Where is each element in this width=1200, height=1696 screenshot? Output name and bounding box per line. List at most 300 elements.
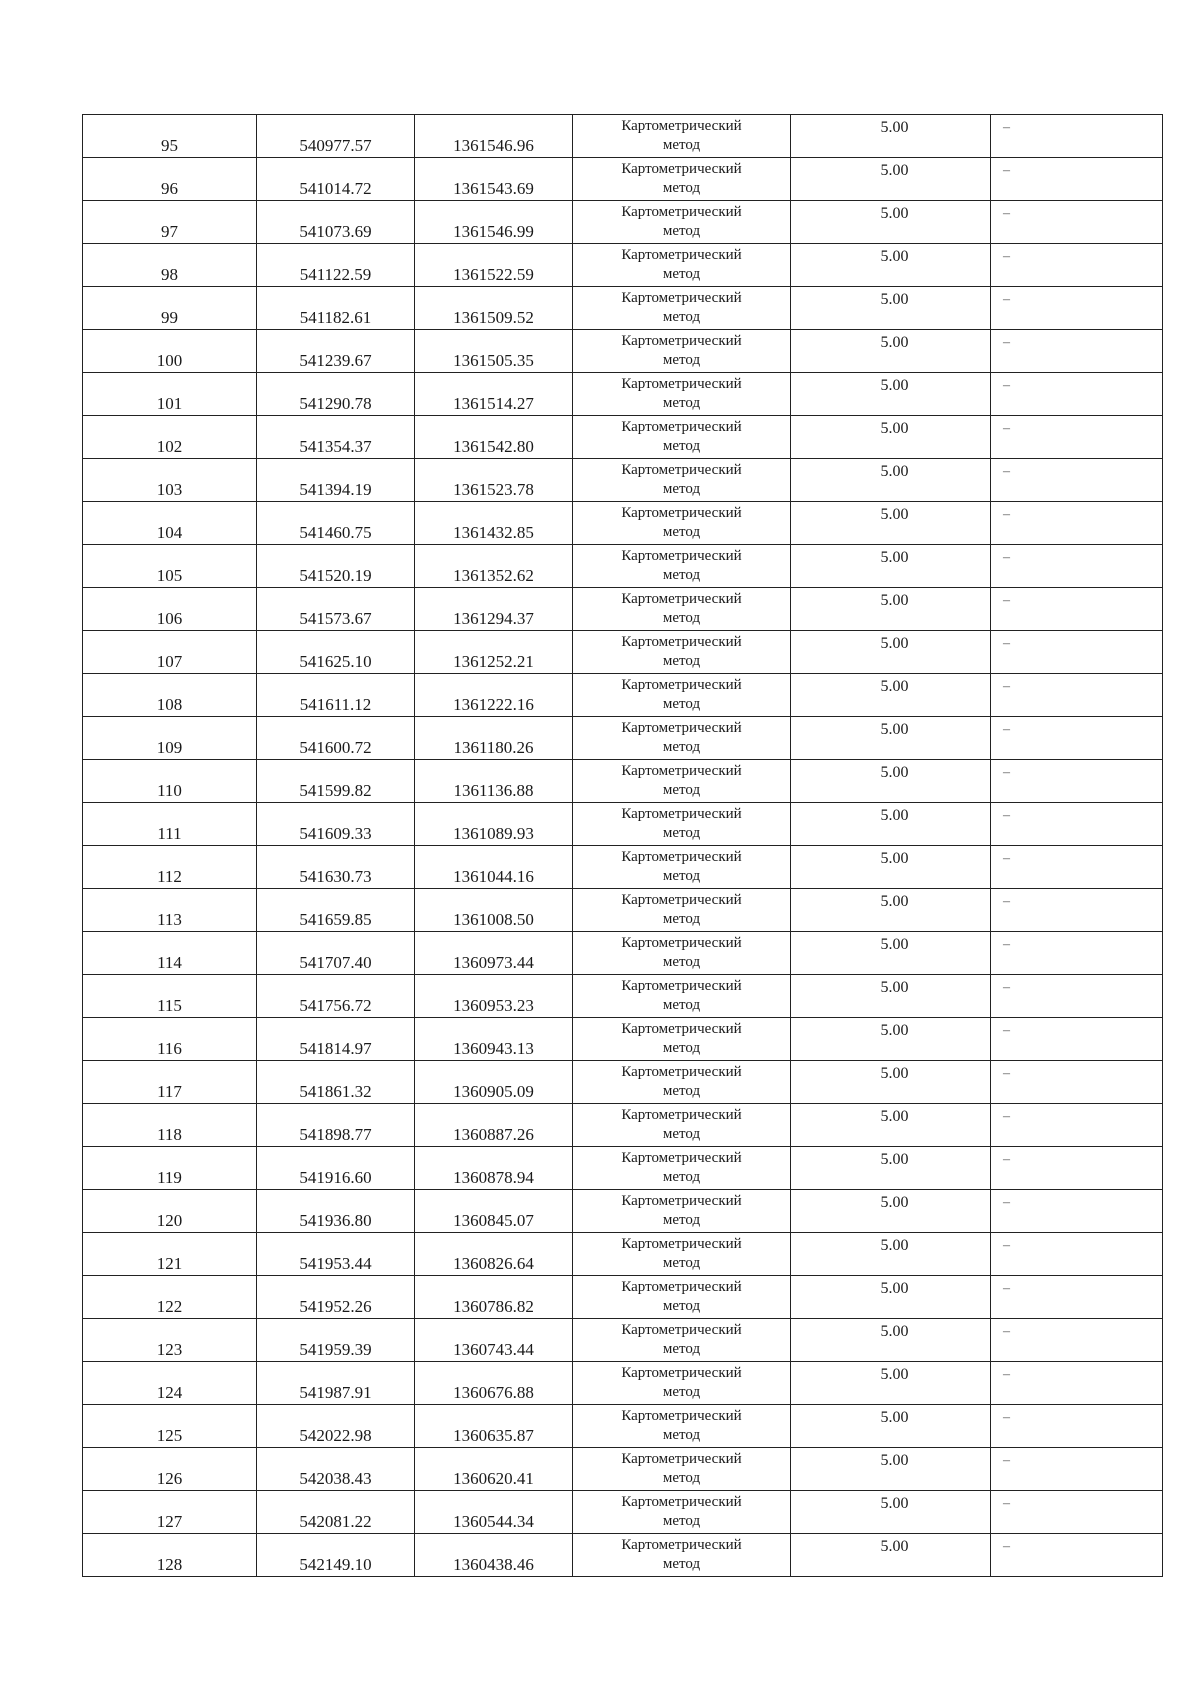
method-label-line2: метод bbox=[662, 309, 701, 325]
y-coordinate-cell bbox=[415, 760, 573, 803]
x-coordinate-cell bbox=[257, 244, 415, 287]
x-coordinate-cell bbox=[257, 416, 415, 459]
method-label-line1: Картометрический bbox=[621, 634, 742, 650]
y-coordinate-cell bbox=[415, 1104, 573, 1147]
method-label-line2: метод bbox=[662, 266, 701, 282]
method-label-line1: Картометрический bbox=[621, 1107, 742, 1123]
y-coordinate-cell bbox=[415, 1061, 573, 1104]
method-cell bbox=[573, 717, 791, 760]
accuracy-value: 5.00 bbox=[880, 1366, 909, 1383]
method-label-line1: Картометрический bbox=[621, 376, 742, 392]
note-cell bbox=[991, 1405, 1163, 1448]
point-number: 106 bbox=[156, 609, 183, 628]
accuracy-cell bbox=[791, 631, 991, 674]
accuracy-cell bbox=[791, 1448, 991, 1491]
table-row bbox=[83, 1190, 1163, 1233]
x-coordinate-cell bbox=[257, 158, 415, 201]
accuracy-cell bbox=[791, 1018, 991, 1061]
note-cell bbox=[991, 1448, 1163, 1491]
method-label-line1: Картометрический bbox=[621, 1322, 742, 1338]
point-number: 107 bbox=[156, 652, 183, 671]
x-coordinate-cell bbox=[257, 889, 415, 932]
y-coordinate: 1361509.52 bbox=[453, 308, 534, 327]
point-number: 121 bbox=[156, 1254, 183, 1273]
method-cell bbox=[573, 1104, 791, 1147]
y-coordinate-cell bbox=[415, 1534, 573, 1577]
accuracy-value: 5.00 bbox=[880, 1108, 909, 1125]
note-cell bbox=[991, 287, 1163, 330]
method-cell bbox=[573, 373, 791, 416]
accuracy-cell bbox=[791, 373, 991, 416]
x-coordinate: 541916.60 bbox=[299, 1168, 372, 1187]
table-row bbox=[83, 1061, 1163, 1104]
note-cell bbox=[991, 846, 1163, 889]
accuracy-value: 5.00 bbox=[880, 764, 909, 781]
point-number-cell bbox=[83, 1018, 257, 1061]
x-coordinate: 540977.57 bbox=[299, 136, 372, 155]
point-number: 115 bbox=[157, 996, 182, 1015]
method-label-line2: метод bbox=[662, 1556, 701, 1572]
y-coordinate-cell bbox=[415, 1448, 573, 1491]
method-label-line2: метод bbox=[662, 567, 701, 583]
method-cell bbox=[573, 975, 791, 1018]
accuracy-cell bbox=[791, 244, 991, 287]
accuracy-value: 5.00 bbox=[880, 1280, 909, 1297]
method-label-line2: метод bbox=[662, 1384, 701, 1400]
x-coordinate: 541952.26 bbox=[299, 1297, 372, 1316]
x-coordinate: 541520.19 bbox=[299, 566, 372, 585]
note-cell bbox=[991, 158, 1163, 201]
table-row bbox=[83, 330, 1163, 373]
accuracy-value: 5.00 bbox=[880, 678, 909, 695]
point-number-cell bbox=[83, 1448, 257, 1491]
accuracy-cell bbox=[791, 1147, 991, 1190]
note-value: – bbox=[1003, 1539, 1010, 1554]
note-value: – bbox=[1003, 507, 1010, 522]
y-coordinate: 1360743.44 bbox=[453, 1340, 534, 1359]
method-cell bbox=[573, 1319, 791, 1362]
note-cell bbox=[991, 674, 1163, 717]
table-row bbox=[83, 115, 1163, 158]
y-coordinate: 1360878.94 bbox=[453, 1168, 534, 1187]
point-number: 126 bbox=[156, 1469, 183, 1488]
point-number: 105 bbox=[156, 566, 183, 585]
y-coordinate: 1360905.09 bbox=[453, 1082, 534, 1101]
accuracy-cell bbox=[791, 760, 991, 803]
note-value: – bbox=[1003, 636, 1010, 651]
y-coordinate: 1360953.23 bbox=[453, 996, 534, 1015]
point-number-cell bbox=[83, 1319, 257, 1362]
method-cell bbox=[573, 244, 791, 287]
method-label-line2: метод bbox=[662, 610, 701, 626]
method-label-line1: Картометрический bbox=[621, 462, 742, 478]
method-cell bbox=[573, 588, 791, 631]
accuracy-value: 5.00 bbox=[880, 721, 909, 738]
method-label-line2: метод bbox=[662, 1255, 701, 1271]
y-coordinate: 1361136.88 bbox=[453, 781, 534, 800]
y-coordinate-cell bbox=[415, 975, 573, 1018]
point-number-cell bbox=[83, 1362, 257, 1405]
y-coordinate: 1361180.26 bbox=[453, 738, 534, 757]
x-coordinate: 541600.72 bbox=[299, 738, 372, 757]
x-coordinate-cell bbox=[257, 717, 415, 760]
y-coordinate-cell bbox=[415, 1362, 573, 1405]
accuracy-cell bbox=[791, 1534, 991, 1577]
accuracy-cell bbox=[791, 416, 991, 459]
point-number-cell bbox=[83, 502, 257, 545]
table-row bbox=[83, 287, 1163, 330]
method-label-line2: метод bbox=[662, 954, 701, 970]
method-label-line2: метод bbox=[662, 782, 701, 798]
table-row bbox=[83, 459, 1163, 502]
point-number-cell bbox=[83, 158, 257, 201]
y-coordinate: 1360438.46 bbox=[453, 1555, 534, 1574]
x-coordinate: 542038.43 bbox=[299, 1469, 372, 1488]
y-coordinate-cell bbox=[415, 588, 573, 631]
point-number-cell bbox=[83, 1276, 257, 1319]
accuracy-cell bbox=[791, 1061, 991, 1104]
accuracy-value: 5.00 bbox=[880, 1452, 909, 1469]
method-label-line1: Картометрический bbox=[621, 333, 742, 349]
method-cell bbox=[573, 631, 791, 674]
y-coordinate-cell bbox=[415, 1319, 573, 1362]
method-label-line2: метод bbox=[662, 481, 701, 497]
method-label-line1: Картометрический bbox=[621, 1193, 742, 1209]
accuracy-value: 5.00 bbox=[880, 1151, 909, 1168]
x-coordinate: 541861.32 bbox=[299, 1082, 372, 1101]
method-label-line1: Картометрический bbox=[621, 1365, 742, 1381]
method-cell bbox=[573, 416, 791, 459]
table-row bbox=[83, 502, 1163, 545]
y-coordinate: 1361044.16 bbox=[453, 867, 534, 886]
method-label-line2: метод bbox=[662, 1298, 701, 1314]
x-coordinate: 542081.22 bbox=[299, 1512, 372, 1531]
x-coordinate: 541814.97 bbox=[299, 1039, 372, 1058]
point-number-cell bbox=[83, 975, 257, 1018]
note-cell bbox=[991, 889, 1163, 932]
accuracy-cell bbox=[791, 846, 991, 889]
x-coordinate-cell bbox=[257, 803, 415, 846]
note-value: – bbox=[1003, 120, 1010, 135]
point-number: 103 bbox=[156, 480, 183, 499]
y-coordinate: 1361252.21 bbox=[453, 652, 534, 671]
point-number-cell bbox=[83, 588, 257, 631]
accuracy-value: 5.00 bbox=[880, 463, 909, 480]
accuracy-value: 5.00 bbox=[880, 1237, 909, 1254]
x-coordinate-cell bbox=[257, 932, 415, 975]
table-row bbox=[83, 588, 1163, 631]
method-label-line1: Картометрический bbox=[621, 204, 742, 220]
point-number: 117 bbox=[157, 1082, 182, 1101]
point-number-cell bbox=[83, 846, 257, 889]
x-coordinate: 541182.61 bbox=[299, 308, 372, 327]
point-number: 119 bbox=[157, 1168, 182, 1187]
note-value: – bbox=[1003, 1109, 1010, 1124]
accuracy-value: 5.00 bbox=[880, 334, 909, 351]
accuracy-value: 5.00 bbox=[880, 1538, 909, 1555]
y-coordinate: 1360943.13 bbox=[453, 1039, 534, 1058]
method-label-line1: Картометрический bbox=[621, 935, 742, 951]
y-coordinate-cell bbox=[415, 502, 573, 545]
point-number-cell bbox=[83, 1405, 257, 1448]
method-cell bbox=[573, 760, 791, 803]
table-row bbox=[83, 975, 1163, 1018]
method-label-line2: метод bbox=[662, 1427, 701, 1443]
method-cell bbox=[573, 1276, 791, 1319]
accuracy-value: 5.00 bbox=[880, 1495, 909, 1512]
note-cell bbox=[991, 1534, 1163, 1577]
method-label-line2: метод bbox=[662, 1513, 701, 1529]
x-coordinate: 542149.10 bbox=[299, 1555, 372, 1574]
table-row bbox=[83, 674, 1163, 717]
y-coordinate: 1361542.80 bbox=[453, 437, 534, 456]
y-coordinate: 1360973.44 bbox=[453, 953, 534, 972]
note-cell bbox=[991, 975, 1163, 1018]
method-cell bbox=[573, 1362, 791, 1405]
x-coordinate: 541573.67 bbox=[299, 609, 372, 628]
method-label-line1: Картометрический bbox=[621, 591, 742, 607]
point-number-cell bbox=[83, 115, 257, 158]
y-coordinate: 1361514.27 bbox=[453, 394, 534, 413]
y-coordinate: 1360786.82 bbox=[453, 1297, 534, 1316]
table-row bbox=[83, 1448, 1163, 1491]
method-label-line1: Картометрический bbox=[621, 806, 742, 822]
method-label-line2: метод bbox=[662, 1169, 701, 1185]
accuracy-cell bbox=[791, 1190, 991, 1233]
point-number-cell bbox=[83, 459, 257, 502]
method-cell bbox=[573, 115, 791, 158]
method-cell bbox=[573, 674, 791, 717]
point-number-cell bbox=[83, 1534, 257, 1577]
method-label-line1: Картометрический bbox=[621, 763, 742, 779]
y-coordinate: 1360620.41 bbox=[453, 1469, 534, 1488]
y-coordinate: 1361294.37 bbox=[453, 609, 534, 628]
method-cell bbox=[573, 1061, 791, 1104]
y-coordinate-cell bbox=[415, 717, 573, 760]
x-coordinate-cell bbox=[257, 287, 415, 330]
y-coordinate-cell bbox=[415, 803, 573, 846]
accuracy-value: 5.00 bbox=[880, 807, 909, 824]
table-row bbox=[83, 889, 1163, 932]
y-coordinate-cell bbox=[415, 330, 573, 373]
x-coordinate-cell bbox=[257, 1534, 415, 1577]
table-row bbox=[83, 1362, 1163, 1405]
point-number-cell bbox=[83, 330, 257, 373]
table-row bbox=[83, 760, 1163, 803]
y-coordinate-cell bbox=[415, 1276, 573, 1319]
y-coordinate-cell bbox=[415, 1018, 573, 1061]
y-coordinate-cell bbox=[415, 459, 573, 502]
note-cell bbox=[991, 803, 1163, 846]
note-cell bbox=[991, 244, 1163, 287]
accuracy-cell bbox=[791, 717, 991, 760]
note-value: – bbox=[1003, 1281, 1010, 1296]
method-label-line1: Картометрический bbox=[621, 1236, 742, 1252]
note-cell bbox=[991, 1276, 1163, 1319]
note-value: – bbox=[1003, 378, 1010, 393]
y-coordinate: 1361352.62 bbox=[453, 566, 534, 585]
method-label-line2: метод bbox=[662, 524, 701, 540]
y-coordinate-cell bbox=[415, 846, 573, 889]
x-coordinate: 541354.37 bbox=[299, 437, 372, 456]
method-label-line1: Картометрический bbox=[621, 161, 742, 177]
y-coordinate: 1360635.87 bbox=[453, 1426, 534, 1445]
method-cell bbox=[573, 287, 791, 330]
accuracy-value: 5.00 bbox=[880, 248, 909, 265]
y-coordinate: 1360887.26 bbox=[453, 1125, 534, 1144]
point-number: 98 bbox=[161, 265, 178, 284]
x-coordinate-cell bbox=[257, 1362, 415, 1405]
table-row bbox=[83, 932, 1163, 975]
note-value: – bbox=[1003, 1410, 1010, 1425]
method-label-line1: Картометрический bbox=[621, 892, 742, 908]
point-number: 97 bbox=[161, 222, 178, 241]
x-coordinate: 541239.67 bbox=[299, 351, 372, 370]
note-cell bbox=[991, 1018, 1163, 1061]
method-label-line1: Картометрический bbox=[621, 505, 742, 521]
table-row bbox=[83, 717, 1163, 760]
method-label-line1: Картометрический bbox=[621, 1408, 742, 1424]
point-number: 112 bbox=[157, 867, 182, 886]
method-label-line1: Картометрический bbox=[621, 1451, 742, 1467]
accuracy-cell bbox=[791, 459, 991, 502]
x-coordinate: 542022.98 bbox=[299, 1426, 372, 1445]
note-cell bbox=[991, 201, 1163, 244]
note-value: – bbox=[1003, 1238, 1010, 1253]
note-cell bbox=[991, 1362, 1163, 1405]
point-number: 123 bbox=[156, 1340, 183, 1359]
note-value: – bbox=[1003, 1066, 1010, 1081]
note-value: – bbox=[1003, 292, 1010, 307]
x-coordinate: 541073.69 bbox=[299, 222, 372, 241]
x-coordinate-cell bbox=[257, 545, 415, 588]
method-cell bbox=[573, 1448, 791, 1491]
x-coordinate-cell bbox=[257, 502, 415, 545]
note-value: – bbox=[1003, 980, 1010, 995]
y-coordinate-cell bbox=[415, 1233, 573, 1276]
method-cell bbox=[573, 330, 791, 373]
table-row bbox=[83, 1104, 1163, 1147]
y-coordinate-cell bbox=[415, 1190, 573, 1233]
method-label-line2: метод bbox=[662, 1126, 701, 1142]
method-cell bbox=[573, 1233, 791, 1276]
method-cell bbox=[573, 1491, 791, 1534]
x-coordinate: 541290.78 bbox=[299, 394, 372, 413]
method-label-line2: метод bbox=[662, 696, 701, 712]
point-number-cell bbox=[83, 717, 257, 760]
accuracy-cell bbox=[791, 158, 991, 201]
x-coordinate: 541756.72 bbox=[299, 996, 372, 1015]
point-number-cell bbox=[83, 373, 257, 416]
note-value: – bbox=[1003, 1453, 1010, 1468]
method-cell bbox=[573, 1190, 791, 1233]
method-label-line1: Картометрический bbox=[621, 677, 742, 693]
point-number: 100 bbox=[156, 351, 183, 370]
x-coordinate-cell bbox=[257, 373, 415, 416]
accuracy-cell bbox=[791, 803, 991, 846]
y-coordinate-cell bbox=[415, 932, 573, 975]
accuracy-value: 5.00 bbox=[880, 893, 909, 910]
x-coordinate-cell bbox=[257, 760, 415, 803]
coordinates-table bbox=[82, 114, 1163, 1577]
accuracy-value: 5.00 bbox=[880, 1065, 909, 1082]
note-cell bbox=[991, 545, 1163, 588]
y-coordinate: 1361543.69 bbox=[453, 179, 534, 198]
note-value: – bbox=[1003, 765, 1010, 780]
table-row bbox=[83, 545, 1163, 588]
note-value: – bbox=[1003, 421, 1010, 436]
table-row bbox=[83, 158, 1163, 201]
note-cell bbox=[991, 1319, 1163, 1362]
accuracy-value: 5.00 bbox=[880, 205, 909, 222]
method-label-line1: Картометрический bbox=[621, 849, 742, 865]
y-coordinate-cell bbox=[415, 1405, 573, 1448]
x-coordinate: 541953.44 bbox=[299, 1254, 372, 1273]
note-cell bbox=[991, 502, 1163, 545]
method-label-line2: метод bbox=[662, 997, 701, 1013]
point-number-cell bbox=[83, 545, 257, 588]
point-number-cell bbox=[83, 416, 257, 459]
x-coordinate-cell bbox=[257, 201, 415, 244]
note-value: – bbox=[1003, 808, 1010, 823]
x-coordinate-cell bbox=[257, 1491, 415, 1534]
x-coordinate: 541659.85 bbox=[299, 910, 372, 929]
note-cell bbox=[991, 631, 1163, 674]
y-coordinate: 1360845.07 bbox=[453, 1211, 534, 1230]
method-cell bbox=[573, 803, 791, 846]
x-coordinate-cell bbox=[257, 674, 415, 717]
note-value: – bbox=[1003, 464, 1010, 479]
note-cell bbox=[991, 115, 1163, 158]
method-label-line1: Картометрический bbox=[621, 247, 742, 263]
note-cell bbox=[991, 717, 1163, 760]
point-number: 111 bbox=[157, 824, 182, 843]
method-label-line1: Картометрический bbox=[621, 1279, 742, 1295]
point-number-cell bbox=[83, 674, 257, 717]
point-number-cell bbox=[83, 803, 257, 846]
table-row bbox=[83, 1534, 1163, 1577]
x-coordinate-cell bbox=[257, 1190, 415, 1233]
point-number: 99 bbox=[161, 308, 178, 327]
point-number: 122 bbox=[156, 1297, 183, 1316]
x-coordinate: 541122.59 bbox=[299, 265, 372, 284]
accuracy-cell bbox=[791, 115, 991, 158]
method-label-line1: Картометрический bbox=[621, 419, 742, 435]
y-coordinate-cell bbox=[415, 158, 573, 201]
method-label-line1: Картометрический bbox=[621, 118, 742, 134]
point-number: 95 bbox=[161, 136, 178, 155]
note-value: – bbox=[1003, 937, 1010, 952]
point-number-cell bbox=[83, 1147, 257, 1190]
y-coordinate: 1360544.34 bbox=[453, 1512, 534, 1531]
accuracy-cell bbox=[791, 1104, 991, 1147]
accuracy-cell bbox=[791, 201, 991, 244]
note-value: – bbox=[1003, 1367, 1010, 1382]
note-value: – bbox=[1003, 679, 1010, 694]
y-coordinate: 1361089.93 bbox=[453, 824, 534, 843]
note-value: – bbox=[1003, 206, 1010, 221]
x-coordinate-cell bbox=[257, 459, 415, 502]
x-coordinate: 541014.72 bbox=[299, 179, 372, 198]
method-label-line2: метод bbox=[662, 438, 701, 454]
accuracy-value: 5.00 bbox=[880, 635, 909, 652]
table-row bbox=[83, 244, 1163, 287]
point-number-cell bbox=[83, 1104, 257, 1147]
x-coordinate: 541630.73 bbox=[299, 867, 372, 886]
point-number: 96 bbox=[161, 179, 178, 198]
point-number-cell bbox=[83, 760, 257, 803]
accuracy-cell bbox=[791, 1319, 991, 1362]
